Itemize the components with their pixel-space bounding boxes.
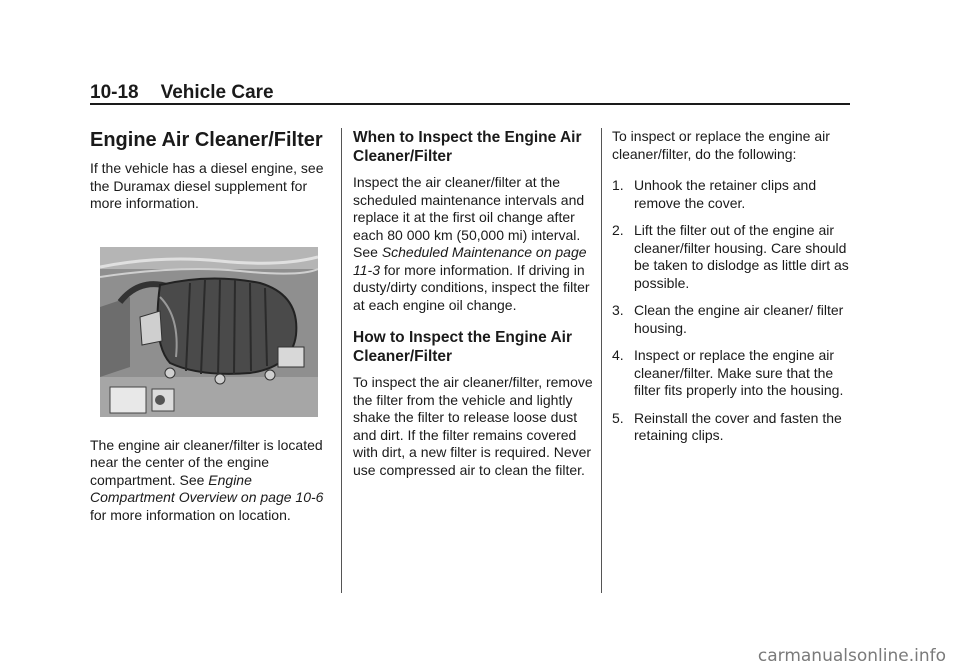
watermark: carmanualsonline.info: [757, 646, 946, 666]
procedure-intro: To inspect or replace the engine air cleaner/filter, do the following:: [612, 128, 830, 162]
location-note: The engine air cleaner/filter is located near the center of the engine compartment. See Engine Compartment Overview on page 10-6 for more information on location.: [90, 436, 324, 523]
column-1: [90, 128, 330, 538]
how-to-inspect-heading: How to Inspect the Engine Air Cleaner/Filter: [353, 329, 573, 365]
when-to-inspect-heading: When to Inspect the Engine Air Cleaner/Filter: [353, 129, 582, 165]
header-rule: [90, 103, 850, 105]
column-divider-1: [341, 128, 342, 593]
diesel-note: If the vehicle has a diesel engine, see the Duramax diesel supplement for more information.: [90, 160, 324, 211]
list-item: 2. Lift the filter out of the engine air cleaner/filter housing. Care should be taken to dislodge as little dirt as possible.: [612, 222, 849, 291]
list-item: 1. Unhook the retainer clips and remove the cover.: [612, 177, 817, 211]
engine-compartment-overview-link[interactable]: Engine Compartment Overview on page 10-6: [90, 471, 324, 505]
scheduled-maintenance-link[interactable]: Scheduled Maintenance on page 11-3: [353, 244, 587, 278]
engine-air-cleaner-illustration: [100, 247, 318, 417]
list-item: 4. Inspect or replace the engine air cleaner/filter. Make sure that the filter fits properly into the housing.: [612, 347, 844, 398]
page-title: Engine Air Cleaner/Filter: [90, 129, 323, 151]
column-2: [353, 128, 593, 493]
how-to-inspect-text: To inspect the air cleaner/filter, remove the filter from the vehicle and lightly shake the filter to release loose dust and dirt. If the filter remains covered with dirt, a new filter is required. Never use compressed air to clean the filter.: [353, 374, 593, 478]
when-to-inspect-text: Inspect the air cleaner/filter at the scheduled maintenance intervals and replace it at the first oil change after each 80 000 km (50,000 mi) interval. See Scheduled Maintenance on page 11-3 for more information. If driving in dusty/dirty conditions, inspect the filter at each engine oil change.: [353, 174, 590, 313]
column-divider-2: [601, 128, 602, 593]
page-header: [90, 82, 850, 104]
list-item: 3. Clean the engine air cleaner/ filter housing.: [612, 302, 844, 336]
page-number: 10-18: [90, 82, 139, 103]
column-3: [612, 128, 857, 455]
section-title: Vehicle Care: [160, 82, 274, 103]
list-item: 5. Reinstall the cover and fasten the retaining clips.: [612, 409, 842, 443]
procedure-steps: [612, 177, 857, 445]
